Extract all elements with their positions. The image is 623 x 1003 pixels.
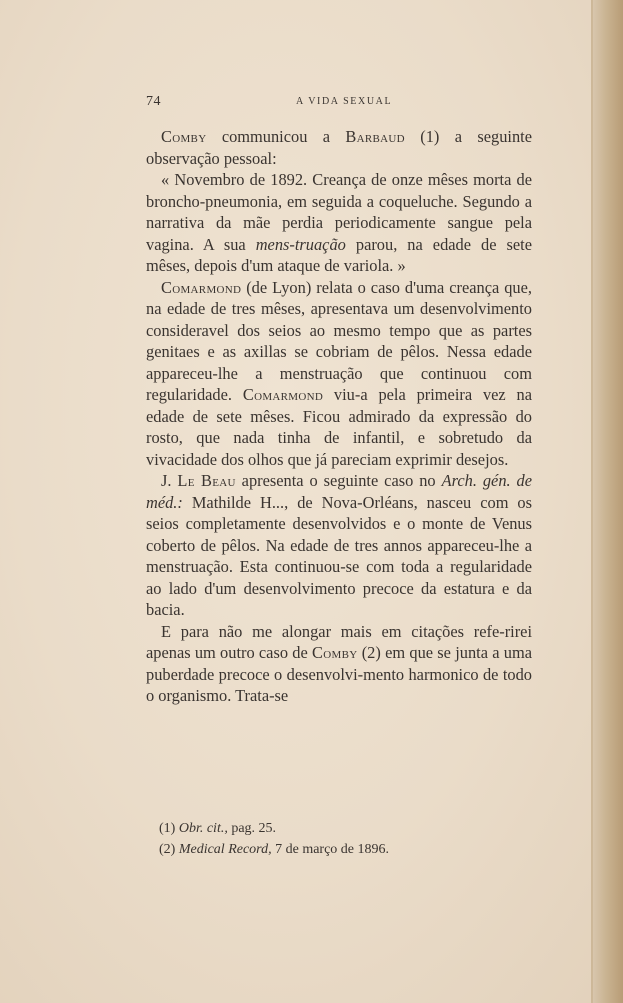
paragraph [146,277,532,471]
text-run: apresenta o seguinte caso no [235,471,442,490]
text-run: « Novembro de 1892. Creança de onze mêses morta de broncho-pneumonia, em seguida a coqueluche. Segundo a narrativa da mãe perdia periodicamente sangue pela vagina. A sua [146,170,532,254]
text-run: E para não me alongar mais em citações refe-rirei apenas um outro caso de [146,621,532,662]
page-header [146,94,531,112]
book-spine [593,0,623,1003]
author-name: Barbaud [345,127,405,146]
footnote-text: 7 de março de 1896. [271,842,390,857]
author-name: Comby [161,127,207,146]
footnote [159,818,539,839]
footnote-text: pag. 25. [227,821,277,836]
paragraph [146,126,532,169]
footnote-marker: (2) [159,842,179,857]
text-run: (1) a seguinte observação pessoal: [146,127,532,168]
author-name: Comarmond [161,277,242,297]
italic-term: mens-truação [255,234,346,254]
body-text [146,126,532,707]
text-run: viu-a pela primeira vez na edade de sete mêses. Ficou admirado da expressão do rosto, que nada tinha de infantil, e sobretudo da vivacidade dos olhos que já pareciam exprimir desejos. [146,385,532,469]
footnote-source: Obr. cit., [178,821,228,836]
text-run: (2) em que se junta a uma puberdade precoce o desenvolvi-mento harmonico de todo o organismo. Trata-se [146,643,532,705]
footnotes [159,818,539,860]
italic-citation: Arch. gén. de méd.: [146,471,533,512]
text-run: Mathilde H..., de Nova-Orléans, nasceu com os seios completamente desenvolvidos e o monte de Venus coberto de pêlos. Na edade de tres annos appareceu-lhe a menstruação. Esta continuou-se com toda a regularidade ao lado d'um desenvolvimento precoce da estatura e da bacia. [146,492,532,619]
paragraph [146,621,532,707]
text-run: parou, na edade de sete mêses, depois d'um ataque de variola. » [146,234,532,275]
author-name: Comarmond [242,385,324,404]
author-name: Le Beau [177,471,236,490]
running-head: A VIDA SEXUAL [296,96,393,107]
paragraph [146,470,532,621]
footnote-source: Medical Record, [178,842,272,857]
paragraph [146,169,532,277]
author-name: Comby [312,643,358,662]
page-number: 74 [146,94,161,109]
footnote-marker: (1) [159,821,179,836]
text-run: (de Lyon) relata o caso d'uma creança que, na edade de tres mêses, apresentava um desenvolvimento consideravel dos seios ao mesmo tempo que as partes genitaes e as axillas se cobriam de pêlos. Nessa edade appareceu-lhe a menstruação que continuou com regularidade. [146,277,532,404]
text-run: J. [161,471,178,490]
footnote [159,839,539,860]
text-run: communicou a [206,127,346,146]
